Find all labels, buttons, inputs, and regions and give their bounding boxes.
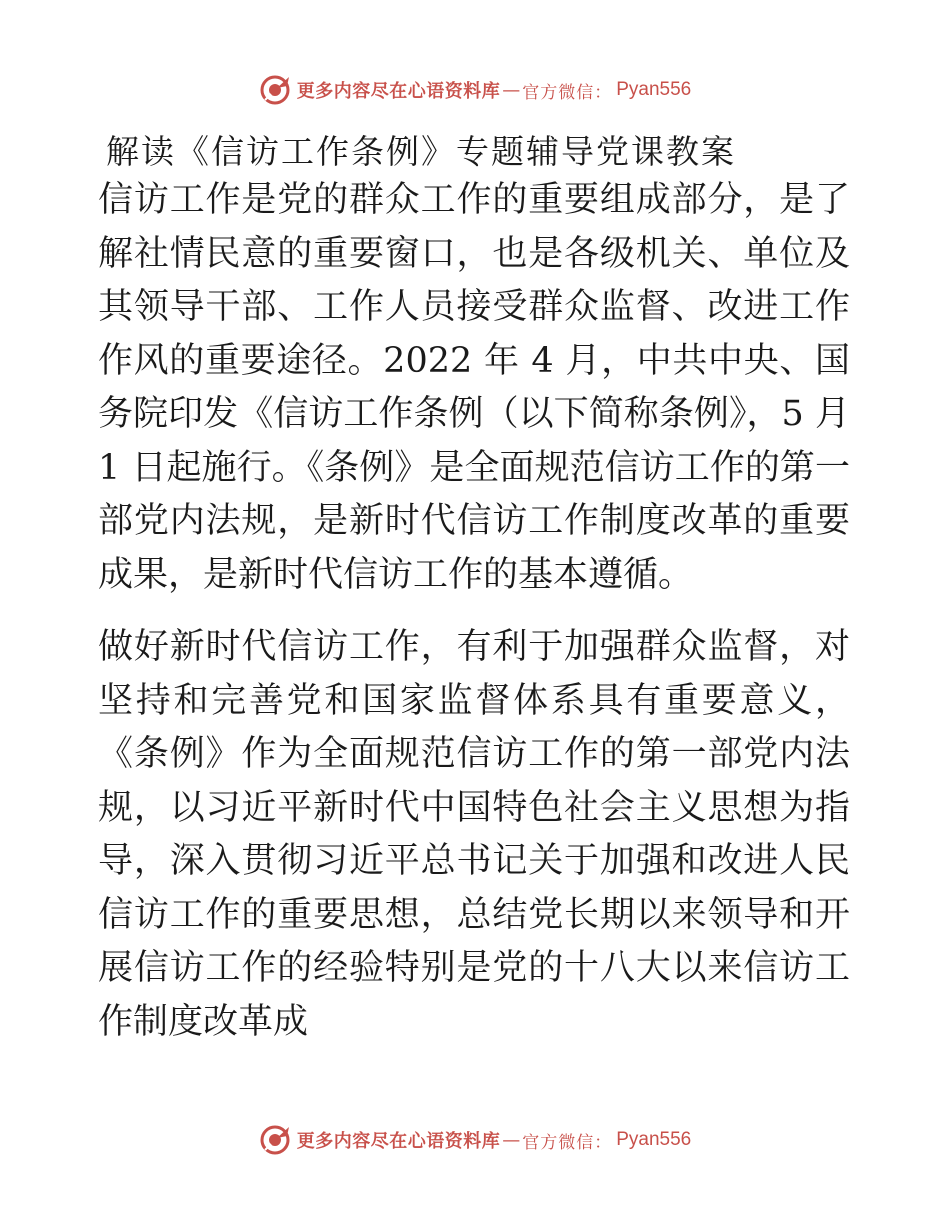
header-watermark — [0, 70, 950, 110]
pen-logo-icon — [259, 1124, 291, 1156]
watermark-main-text: 更多内容尽在心语资料库 — [296, 1131, 501, 1152]
watermark-wechat-id: Pyan556 — [616, 1129, 692, 1150]
pen-logo-icon — [259, 74, 291, 106]
document-title: 解读《信访工作条例》专题辅导党课教案 — [106, 132, 736, 171]
watermark-main-text: 更多内容尽在心语资料库 — [296, 81, 501, 102]
watermark-official-text: 官方微信： — [522, 1132, 613, 1153]
watermark-official-text: 官方微信： — [522, 82, 613, 103]
watermark-wechat-id: Pyan556 — [616, 79, 692, 100]
footer-watermark — [0, 1120, 950, 1160]
paragraph-2: 做好新时代信访工作，有利于加强群众监督，对坚持和完善党和国家监督体系具有重要意义，《条例》作为全面规范信访工作的第一部党内法规，以习近平新时代中国特色社会主义思想为指导，深入贯彻习近平总书记关于加强和改进人民信访工作的重要思想，总结党长期以来领导和开展信访工作的经验特别是党的十八大以来信访工作制度改革成 — [98, 627, 850, 1042]
paragraph-1: 信访工作是党的群众工作的重要组成部分，是了解社情民意的重要窗口，也是各级机关、单位及其领导干部、工作人员接受群众监督、改进工作作风的重要途径。2022 年 4 月，中共中央、国务院印发《信访工作条例（以下简称条例》，5 月 1 日起施行。《条例》是全面规范信访工作的第一部党内法规，是新时代信访工作制度改革的重要成果，是新时代信访工作的基本遵循。 — [98, 180, 850, 595]
document-body — [98, 174, 850, 1049]
watermark-dash: — — [502, 79, 521, 101]
watermark-dash: — — [502, 1129, 521, 1151]
